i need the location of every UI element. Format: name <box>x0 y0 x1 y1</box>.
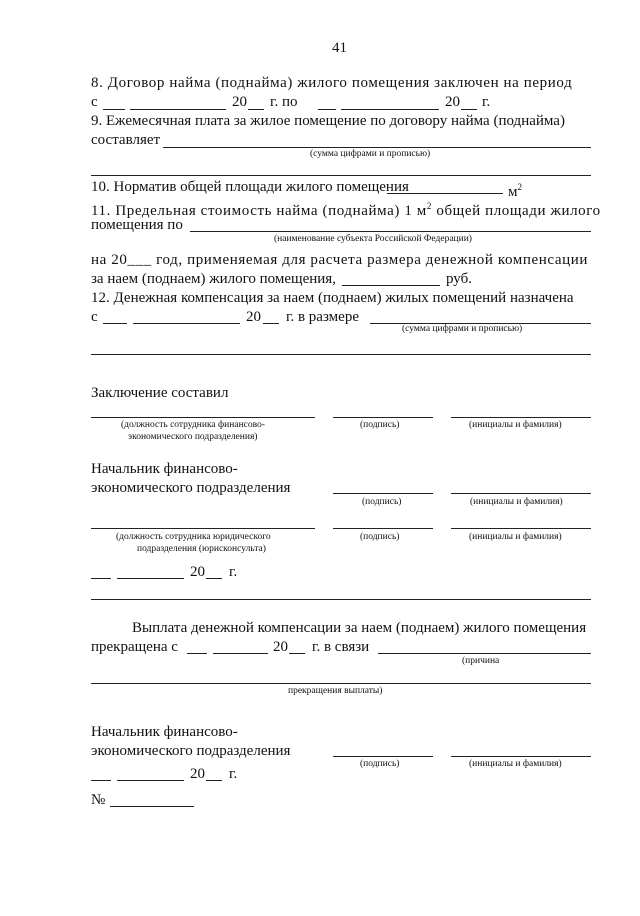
termination-caption-1: (причина <box>462 656 500 666</box>
section8-line1: 8. Договор найма (поднайма) жилого помещения заключен на период <box>91 75 573 91</box>
section12-amount-line2 <box>91 354 591 355</box>
section10-value-line <box>387 193 503 194</box>
conclusion-signature-caption: (подпись) <box>360 420 400 430</box>
section11-line3: на 20___ год, применяемая для расчета размера денежной компенсации <box>91 252 588 268</box>
section12-year-line <box>263 323 279 324</box>
number-line <box>110 806 194 807</box>
termination-day-line <box>187 653 207 654</box>
legal-initials-line <box>451 528 591 529</box>
head2-signature-line <box>333 756 433 757</box>
head1-line2: экономического подразделения <box>91 480 291 496</box>
legal-position-caption-1: (должность сотрудника юридического <box>116 532 271 542</box>
section10-unit: $м^2$ <box>508 182 522 200</box>
legal-month-line <box>117 578 184 579</box>
section10-text: 10. Норматив общей площади жилого помещения <box>91 179 409 195</box>
conclusion-signature-line <box>333 417 433 418</box>
number-label: № <box>91 792 106 808</box>
section11-sup: 2 <box>426 201 432 211</box>
section8-month-to-line <box>341 109 439 110</box>
head2-month-line <box>117 780 184 781</box>
section12-month-line <box>133 323 240 324</box>
termination-reason-line <box>378 653 591 654</box>
head1-initials-line <box>451 493 591 494</box>
conclusion-initials-line <box>451 417 591 418</box>
section8-c: с <box>91 94 98 110</box>
head2-initials-line <box>451 756 591 757</box>
termination-year-line <box>289 653 305 654</box>
section9-line1: 9. Ежемесячная плата за жилое помещение по договору найма (поднайма) <box>91 113 565 129</box>
head2-year: 20 <box>190 766 205 782</box>
section12-line1: 12. Денежная компенсация за наем (поднаем) жилых помещений назначена <box>91 290 574 306</box>
section12-c: с <box>91 309 98 325</box>
section12-year: 20 <box>246 309 261 325</box>
legal-g: г. <box>229 564 238 580</box>
legal-signature-caption: (подпись) <box>360 532 400 542</box>
section12-caption: (сумма цифрами и прописью) <box>402 324 523 334</box>
section11-line1: 11. Предельная стоимость найма (поднайма) 1 $м^2$ общей площади жилого <box>91 201 601 219</box>
legal-initials-caption: (инициалы и фамилия) <box>469 532 562 542</box>
head1-signature-line <box>333 493 433 494</box>
section12-g-razmere: г. в размере <box>286 309 359 325</box>
legal-position-line <box>91 528 315 529</box>
legal-signature-line <box>333 528 433 529</box>
head1-line1: Начальник финансово- <box>91 461 238 477</box>
termination-caption-2: прекращения выплаты) <box>288 686 383 696</box>
conclusion-position-line <box>91 417 315 418</box>
conclusion-initials-caption: (инициалы и фамилия) <box>469 420 562 430</box>
section11-caption: (наименование субъекта Российской Федерации) <box>274 234 472 244</box>
termination-year: 20 <box>273 639 288 655</box>
legal-year: 20 <box>190 564 205 580</box>
section8-month-from-line <box>130 109 226 110</box>
section12-day-line <box>103 323 127 324</box>
conclusion-label: Заключение составил <box>91 385 229 401</box>
conclusion-position-caption-1: (должность сотрудника финансово- <box>121 420 265 430</box>
section8-year-to-line <box>461 109 477 110</box>
termination-reason-line2 <box>91 683 591 684</box>
head2-g: г. <box>229 766 238 782</box>
section9-caption: (сумма цифрами и прописью) <box>310 149 431 159</box>
section10-unit-sup: 2 <box>517 182 522 192</box>
section11-subject-line <box>190 231 591 232</box>
legal-separator <box>91 599 591 600</box>
head2-year-line <box>206 780 222 781</box>
head2-initials-caption: (инициалы и фамилия) <box>469 759 562 769</box>
legal-position-caption-2: подразделения (юрисконсульта) <box>137 544 266 554</box>
head2-line1: Начальник финансово- <box>91 724 238 740</box>
termination-g-svyazi: г. в связи <box>312 639 370 655</box>
section11-line4: за наем (поднаем) жилого помещения, <box>91 271 336 287</box>
section11-rub: руб. <box>446 271 472 287</box>
conclusion-position-caption-2: экономического подразделения) <box>128 432 258 442</box>
section11-rub-line <box>342 285 440 286</box>
head2-day-line <box>91 780 111 781</box>
legal-year-line <box>206 578 222 579</box>
head1-signature-caption: (подпись) <box>362 497 402 507</box>
termination-month-line <box>213 653 268 654</box>
page-number: 41 <box>332 40 347 56</box>
section9-amount-line2 <box>91 175 591 176</box>
section8-day-to-line <box>318 109 336 110</box>
section9-line2: составляет <box>91 132 161 148</box>
section8-year-to: 20 <box>445 94 460 110</box>
termination-line2-a: прекращена с <box>91 639 178 655</box>
section9-amount-line <box>163 147 591 148</box>
termination-line1: Выплата денежной компенсации за наем (поднаем) жилого помещения <box>132 620 587 636</box>
section8-g-po: г. по <box>270 94 298 110</box>
section11-line2: помещения по <box>91 217 183 233</box>
legal-day-line <box>91 578 111 579</box>
section8-year-from-line <box>248 109 264 110</box>
head2-line2: экономического подразделения <box>91 743 291 759</box>
head2-signature-caption: (подпись) <box>360 759 400 769</box>
section8-g: г. <box>482 94 491 110</box>
head1-initials-caption: (инициалы и фамилия) <box>470 497 563 507</box>
section8-year-from: 20 <box>232 94 247 110</box>
section8-day-from-line <box>103 109 125 110</box>
